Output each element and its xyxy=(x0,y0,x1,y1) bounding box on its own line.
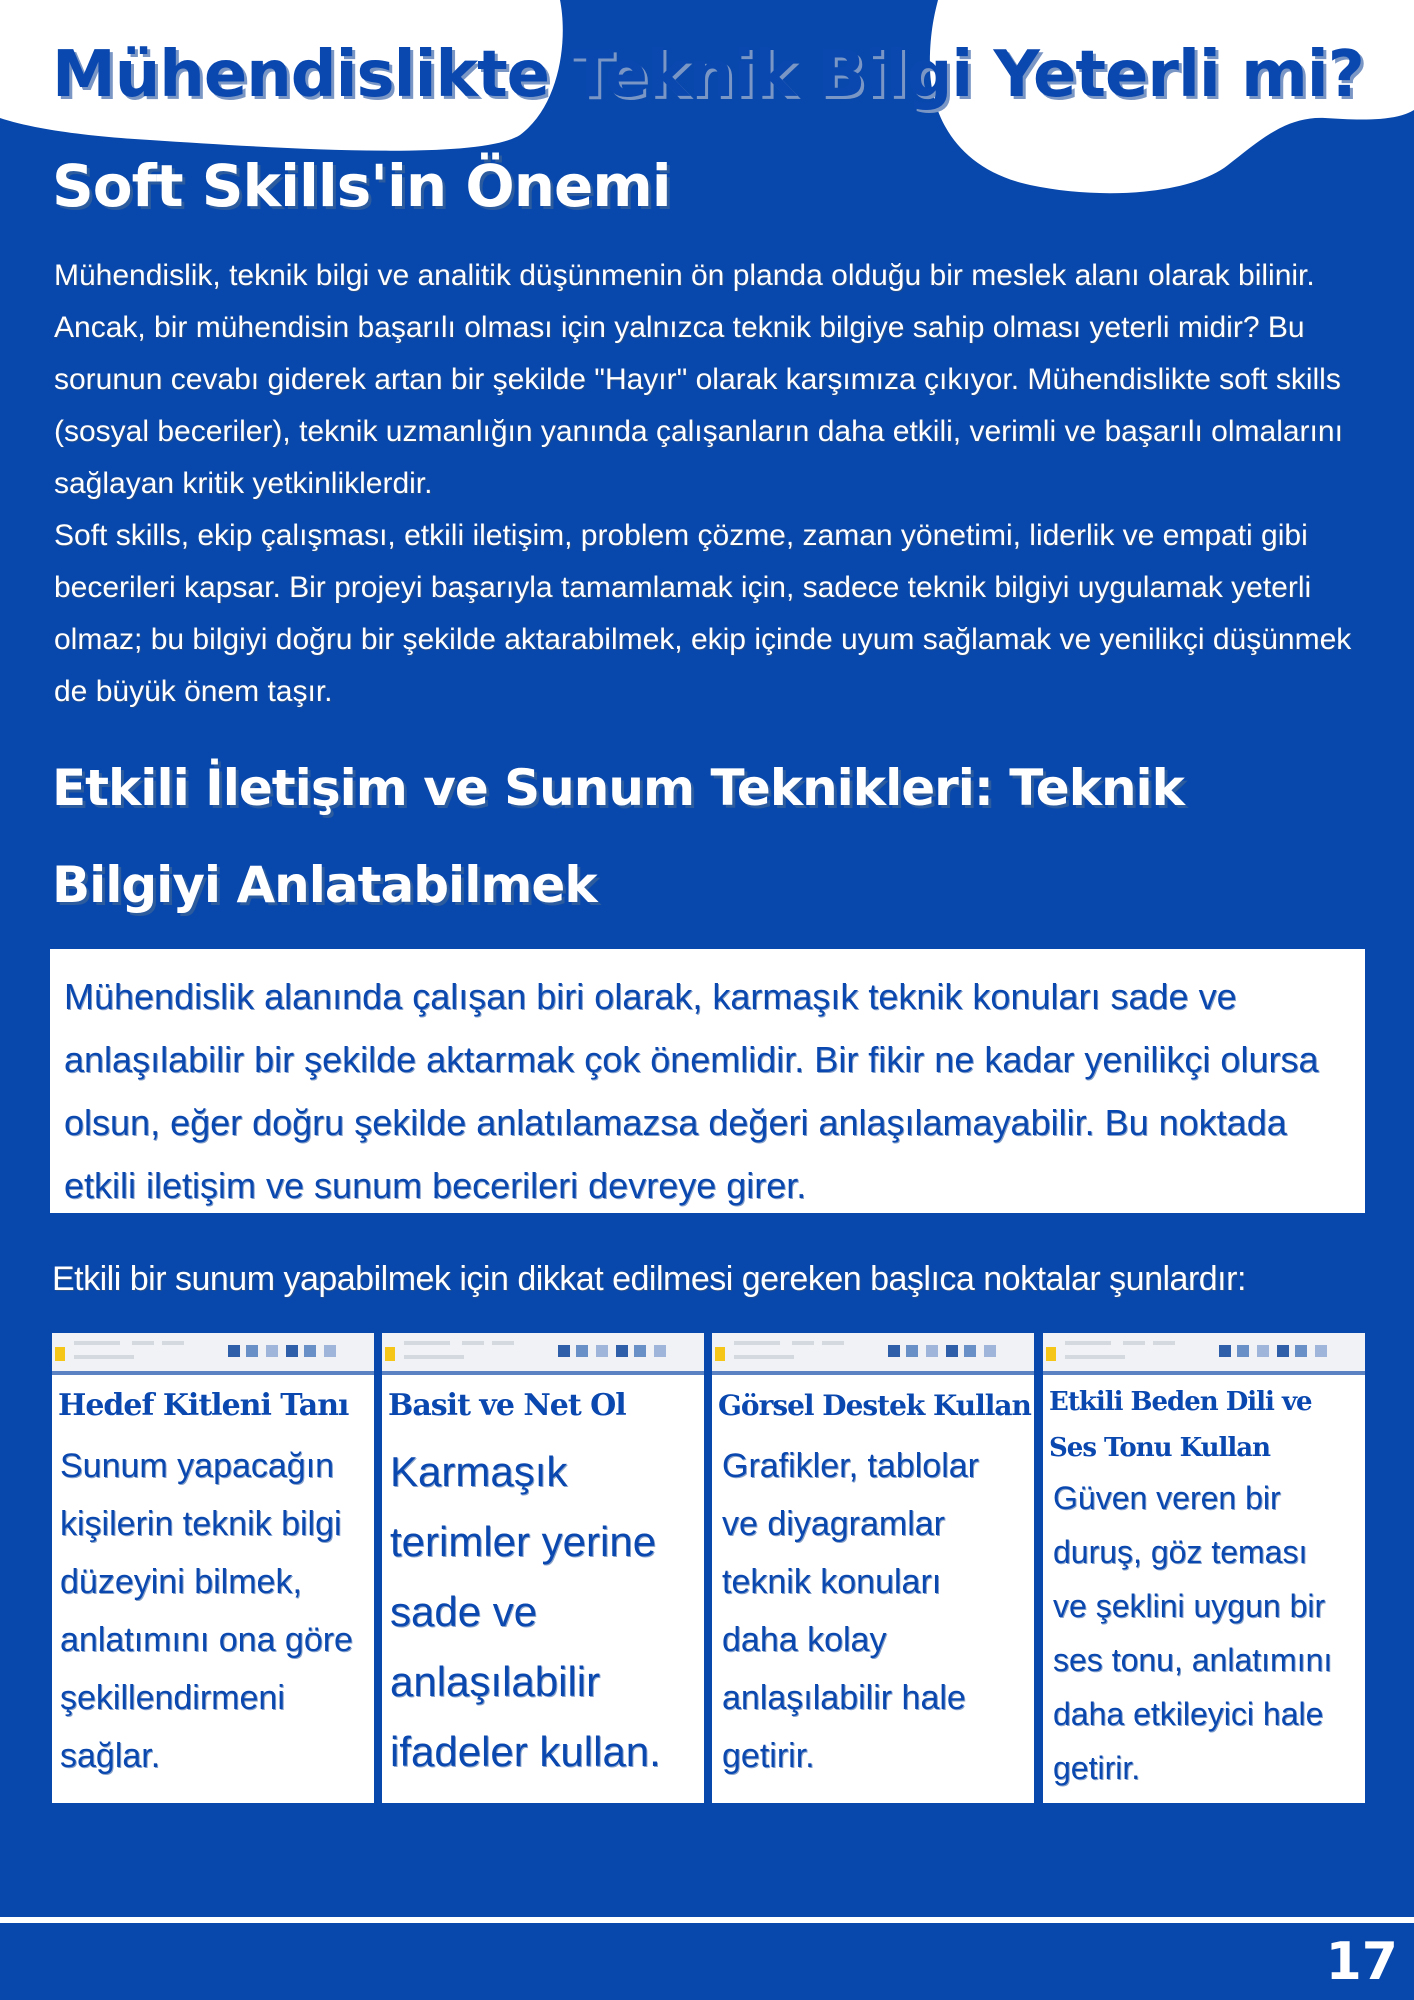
intro-paragraph-2: Soft skills, ekip çalışması, etkili iletişim, problem çözme, zaman yönetimi, liderlik ve empati gibi becerileri kapsar. Bir projeyi başarıyla tamamlamak için, sadece teknik bilgiyi uygulamak yeterli olmaz; bu bilgiyi doğru bir şekilde aktarabilmek, ekip içinde uyum sağlamak ve yenilikçi düşünmek de büyük önem taşır. xyxy=(54,519,1352,708)
page-title: Mühendislikte Teknik Bilgi Yeterli mi? xyxy=(52,38,1364,112)
presentation-thumbnail xyxy=(52,1333,374,1375)
card-title: Etkili Beden Dili ve Ses Tonu Kullan xyxy=(1049,1387,1312,1463)
card-body: Güven veren bir duruş, göz teması ve şeklini uygun bir ses tonu, anlatımını daha etkileyici hale getirir. xyxy=(1053,1480,1333,1786)
list-intro: Etkili bir sunum yapabilmek için dikkat edilmesi gereken başlıca noktalar şunlardır: xyxy=(52,1260,1246,1298)
highlight-box xyxy=(50,949,1365,1213)
card-body: Grafikler, tablolar ve diyagramlar teknik konuları daha kolay anlaşılabilir hale getirir. xyxy=(722,1447,979,1775)
presentation-thumbnail xyxy=(382,1333,704,1375)
page-subtitle: Soft Skills'in Önemi xyxy=(52,152,671,220)
intro-text xyxy=(54,250,1354,718)
tip-card xyxy=(712,1333,1034,1803)
tip-card xyxy=(382,1333,704,1803)
presentation-thumbnail xyxy=(712,1333,1034,1375)
tip-card xyxy=(52,1333,374,1803)
tip-card xyxy=(1043,1333,1365,1803)
card-title: Hedef Kitleni Tanı xyxy=(58,1388,349,1423)
intro-paragraph-1: Mühendislik, teknik bilgi ve analitik düşünmenin ön planda olduğu bir meslek alanı olarak bilinir. Ancak, bir mühendisin başarılı olması için yalnızca teknik bilgiye sahip olması yeterli midir? Bu sorunun cevabı giderek artan bir şekilde "Hayır" olarak karşımıza çıkıyor. Mühendislikte soft skills (sosyal beceriler), teknik uzmanlığın yanında çalışanların daha etkili, verimli ve başarılı olmalarını sağlayan kritik yetkinliklerdir. xyxy=(54,259,1343,500)
footer-divider xyxy=(0,1917,1414,1923)
highlight-text: Mühendislik alanında çalışan biri olarak, karmaşık teknik konuları sade ve anlaşılabilir bir şekilde aktarmak çok önemlidir. Bir fikir ne kadar yenilikçi olursa olsun, eğer doğru şekilde anlatılamazsa değeri anlaşılamayabilir. Bu noktada etkili iletişim ve sunum becerileri devreye girer. xyxy=(64,976,1319,1206)
page-number: 17 xyxy=(1325,1932,1398,1992)
card-body: Karmaşık terimler yerine sade ve anlaşılabilir ifadeler kullan. xyxy=(390,1448,661,1775)
card-title: Görsel Destek Kullan xyxy=(718,1389,1031,1422)
section-title: Etkili İletişim ve Sunum Teknikleri: Teknik Bilgiyi Anlatabilmek xyxy=(52,759,1184,914)
presentation-thumbnail xyxy=(1043,1333,1365,1375)
card-title: Basit ve Net Ol xyxy=(388,1388,626,1423)
card-body: Sunum yapacağın kişilerin teknik bilgi düzeyini bilmek, anlatımını ona göre şekillendirmeni sağlar. xyxy=(60,1447,353,1775)
